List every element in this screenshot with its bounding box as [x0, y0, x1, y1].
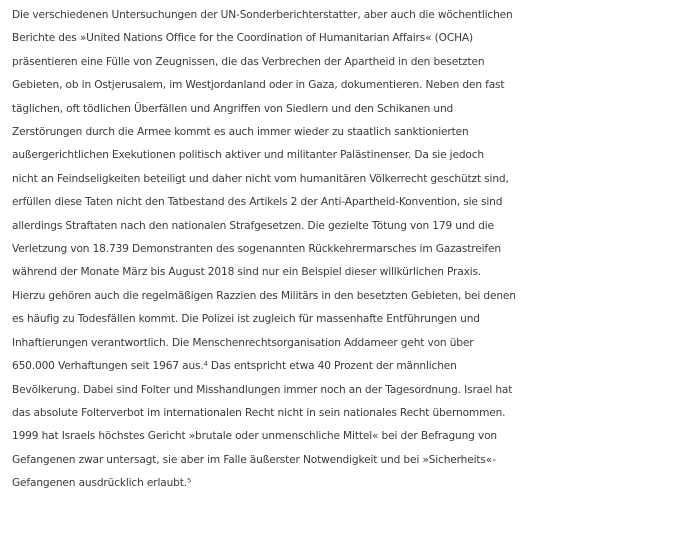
paragraph-line: allerdings Straftaten nach den nationalen Strafgesetzen. Die gezielte Tötung von 179 und die — [12, 219, 494, 232]
paragraph-line: während der Monate März bis August 2018 sind nur ein Beispiel dieser willkürlichen Praxis. — [12, 266, 482, 279]
paragraph-line: nicht an Feindseligkeiten beteiligt und daher nicht vom humanitären Völkerrecht geschützt sind, — [12, 172, 509, 185]
paragraph-line: 650.000 Verhaftungen seit 1967 aus.⁴ Das entspricht etwa 40 Prozent der männlichen — [12, 360, 457, 373]
paragraph-line: Die verschiedenen Untersuchungen der UN-Sonderberichterstatter, aber auch die wöchentlichen — [12, 9, 513, 21]
paragraph-line: Zerstörungen durch die Armee kommt es auch immer wieder zu staatlich sanktionierten — [12, 126, 469, 139]
paragraph-line: Bevölkerung. Dabei sind Folter und Misshandlungen immer noch an der Tagesordnung. Israel hat — [12, 383, 513, 396]
paragraph-line: erfüllen diese Taten nicht den Tatbestand des Artikels 2 der Anti-Apartheid-Konvention, sie sind — [12, 196, 503, 209]
paragraph-line: 1999 hat Israels höchstes Gericht »brutale oder unmenschliche Mittel« bei der Befragung von — [12, 430, 497, 443]
paragraph-line: Gefangenen ausdrücklich erlaubt.⁵ — [12, 477, 192, 490]
paragraph-line: Gefangenen zwar untersagt, sie aber im Falle äußerster Notwendigkeit und bei »Sicherheits«- — [12, 453, 496, 466]
paragraph-line: es häufig zu Todesfällen kommt. Die Polizei ist zugleich für massenhafte Entführungen und — [12, 313, 480, 326]
paragraph-line: präsentieren eine Fülle von Zeugnissen, die das Verbrechen der Apartheid in den besetzten — [12, 55, 485, 68]
paragraph-line: Verletzung von 18.739 Demonstranten des sogenannten Rückkehrermarsches im Gazastreifen — [12, 243, 501, 256]
paragraph-line: täglichen, oft tödlichen Überfällen und Angriffen von Siedlern und den Schikanen und — [12, 102, 454, 115]
paragraph-line: Berichte des »United Nations Office for the Coordination of Humanitarian Affairs« (OCHA) — [12, 32, 473, 45]
paragraph-line: Inhaftierungen verantwortlich. Die Menschenrechtsorganisation Addameer geht von über — [12, 336, 474, 349]
paragraph-line: Gebieten, ob in Ostjerusalem, im Westjordanland oder in Gaza, dokumentieren. Neben den fast — [12, 79, 505, 92]
paragraph-line: das absolute Folterverbot im internationalen Recht nicht in sein nationales Recht übernommen. — [12, 406, 506, 419]
paragraph-line: Hierzu gehören auch die regelmäßigen Razzien des Militärs in den besetzten Gebieten, bei denen — [12, 289, 516, 302]
paragraph-line: außergerichtlichen Exekutionen politisch aktiver und militanter Palästinenser. Da sie jedoch — [12, 149, 484, 162]
article-paragraph — [12, 4, 700, 496]
